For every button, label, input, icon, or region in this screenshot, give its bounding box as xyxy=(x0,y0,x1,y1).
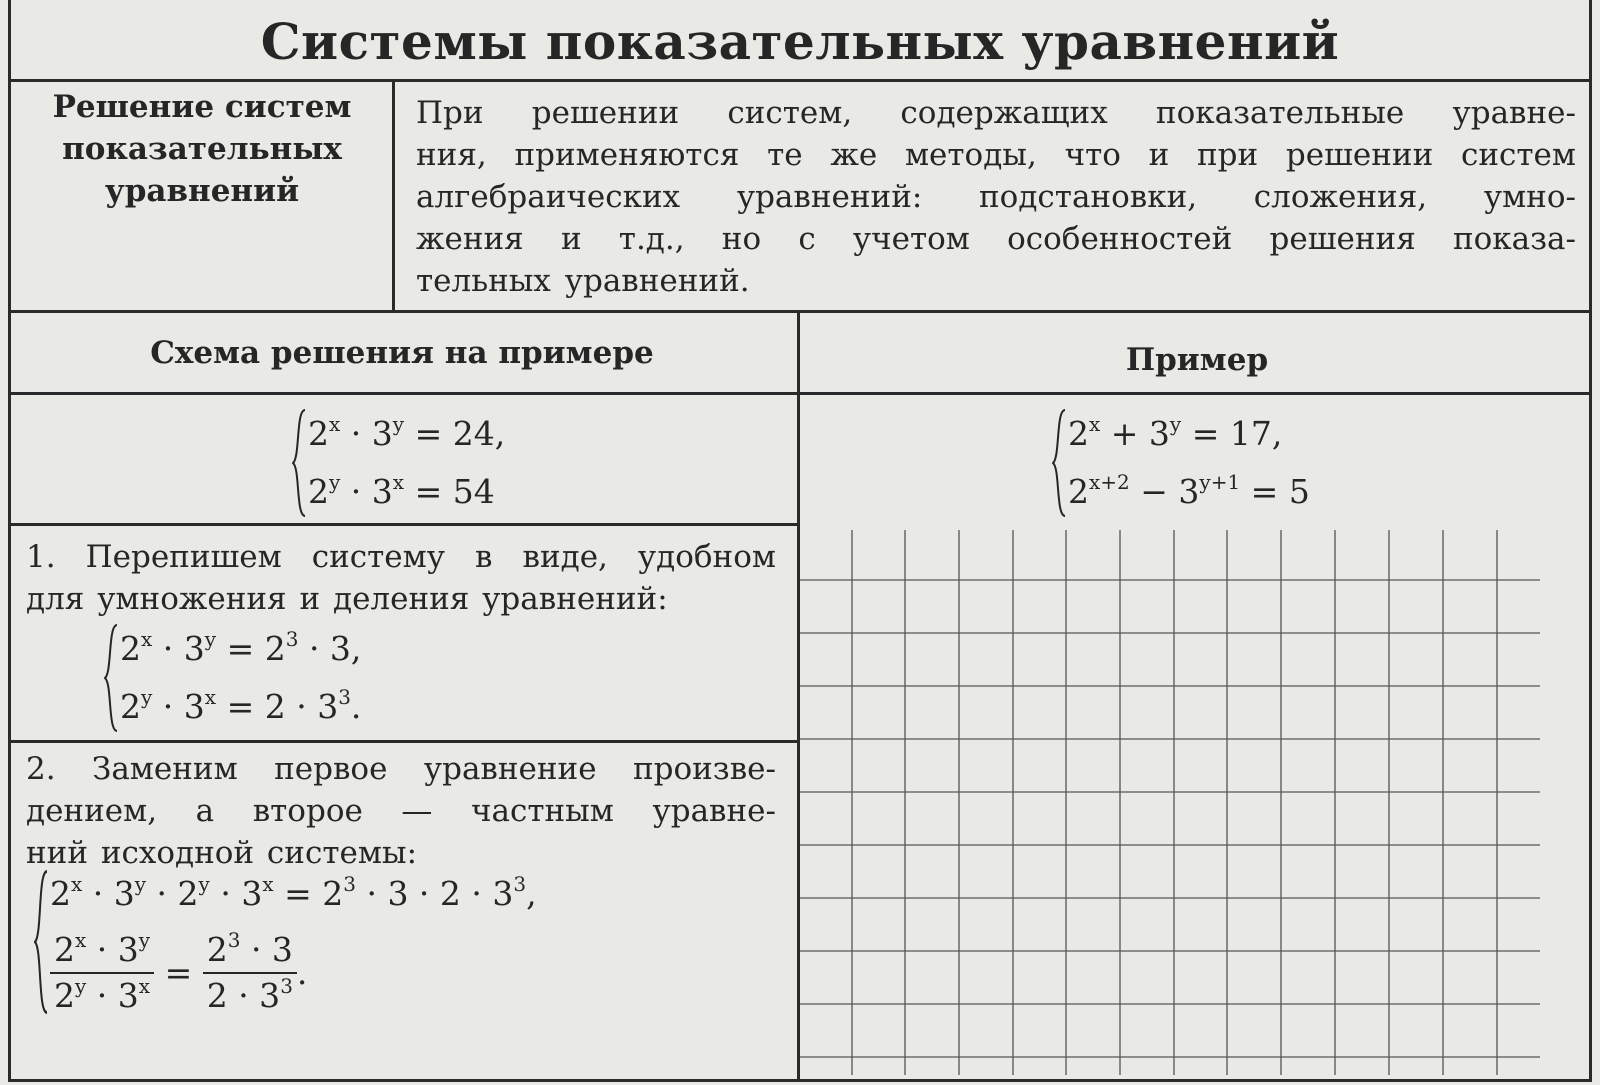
step-2-system xyxy=(34,866,537,1018)
rule-step1 xyxy=(8,740,798,743)
rule-col-heads xyxy=(8,392,1592,395)
scheme-system xyxy=(292,405,505,521)
step-2-line: ний исходной системы: xyxy=(26,835,418,871)
rule-head-divider xyxy=(392,80,395,312)
fraction: $\frac{2^3 \cdot 3}{2 \cdot 3^3}$ xyxy=(203,928,297,1018)
intro-line: При решении систем, содержащих показательные уравне- xyxy=(416,95,1576,131)
intro-line: ния, применяются те же методы, что и при решении систем xyxy=(416,137,1576,173)
rule-bottom xyxy=(8,1079,1592,1082)
step-2-eq-2: $\frac{2^x \cdot 3^y}{2^y \cdot 3^x}$ = $\frac{2^3 \cdot 3}{2 \cdot 3^3}$ . xyxy=(50,928,537,1018)
intro-line: тельных уравнений. xyxy=(416,263,750,299)
step-1-line: для умножения и деления уравнений: xyxy=(26,581,668,617)
step-1-eq-1: $2^x \cdot 3^y = 2^3 \cdot 3$, xyxy=(120,627,362,668)
section-heading: Решение систем показательных уравнений xyxy=(52,89,352,209)
step-1-system xyxy=(104,620,361,736)
brace-icon xyxy=(1052,409,1066,517)
equals-sign: = xyxy=(164,953,193,992)
rule-intro xyxy=(8,310,1592,313)
scheme-eq-1: $2^x \cdot 3^y = 24$, xyxy=(308,412,506,453)
intro-line: алгебраических уравнений: подстановки, сложения, умно- xyxy=(416,179,1576,215)
intro-line: жения и т.д., но с учетом особенностей решения показа- xyxy=(416,221,1576,257)
brace-icon xyxy=(34,870,48,1014)
scheme-column-heading: Схема решения на примере xyxy=(150,335,654,371)
example-eq-2: $2^{x+2} - 3^{y+1} = 5$ xyxy=(1068,470,1310,511)
step-2-line: дением, а второе — частным уравне- xyxy=(26,793,776,829)
page-title: Системы показательных уравнений xyxy=(260,12,1340,71)
fraction: $\frac{2^x \cdot 3^y}{2^y \cdot 3^x}$ xyxy=(50,928,154,1018)
step-2-line: 2. Заменим первое уравнение произве- xyxy=(26,751,776,787)
step-2-eq-1: $2^x \cdot 3^y \cdot 2^y \cdot 3^x = 2^3 \cdot 3 \cdot 2 \cdot 3^3$, xyxy=(50,872,537,913)
step-1-text xyxy=(26,536,776,620)
example-column-heading: Пример xyxy=(1125,342,1269,378)
rule-title xyxy=(8,79,1592,82)
step-1-line: 1. Перепишем систему в виде, удобном xyxy=(26,539,776,575)
brace-icon xyxy=(292,409,306,517)
brace-icon xyxy=(104,624,118,732)
intro-text xyxy=(416,92,1576,302)
example-eq-1: $2^x + 3^y = 17$, xyxy=(1068,412,1283,453)
scheme-eq-2: $2^y \cdot 3^x = 54$ xyxy=(308,470,495,511)
step-1-eq-2: $2^y \cdot 3^x = 2 \cdot 3^3$. xyxy=(120,685,362,726)
example-system xyxy=(1052,405,1310,521)
rule-scheme-system xyxy=(8,523,798,526)
step-2-text xyxy=(26,748,776,874)
practice-grid xyxy=(800,530,1540,1075)
